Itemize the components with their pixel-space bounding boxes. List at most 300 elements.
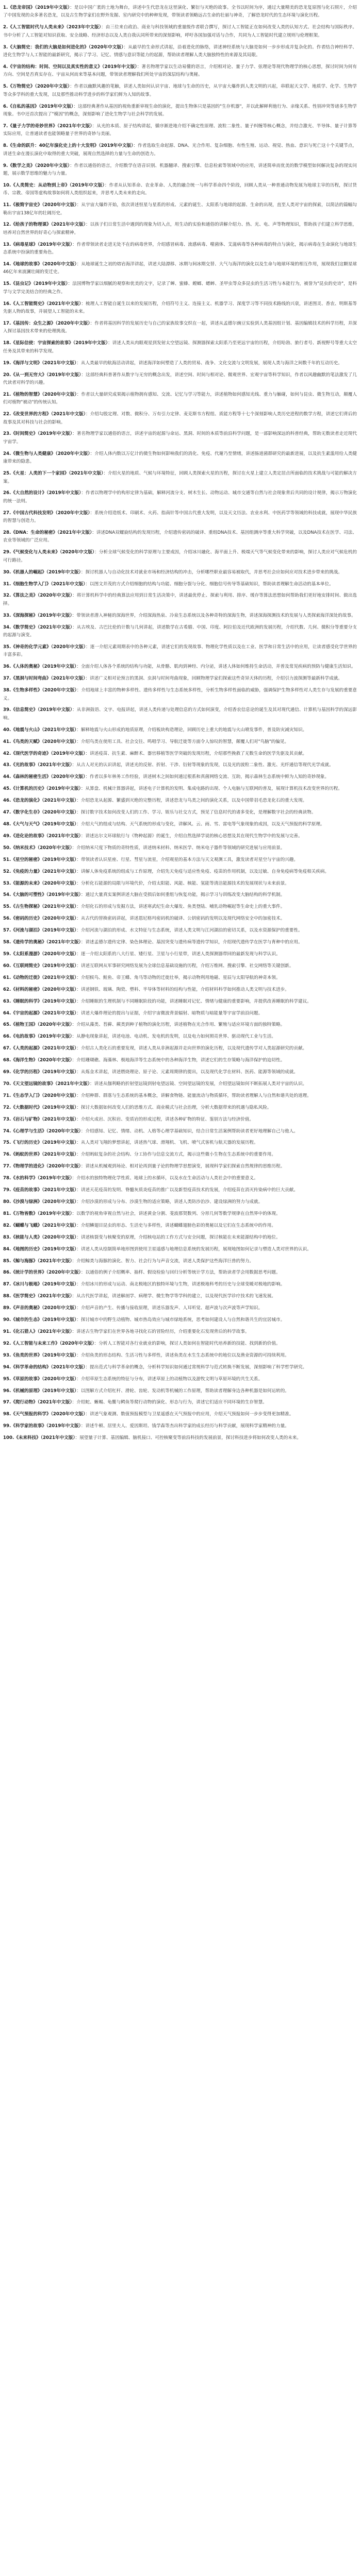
book-description: ：系统介绍造纸术、印刷术、火药、指南针等中国古代重大发明，以及天文历法、农业水利、中医药学等领域的科技成就，展现中华民族的智慧与创造力。: [3, 510, 357, 524]
book-title: 6.《自私的基因》（2019年中文版）: [3, 104, 74, 109]
book-title: 87.《冰川与极地》（2019年中文版）: [3, 1282, 77, 1287]
book-title: 71.《生态学入门》（2020年中文版）: [3, 1093, 77, 1098]
book-title: 65.《植物王国》（2020年中文版）: [3, 1022, 72, 1028]
book-description: ：介绍水的独特物理化学性质、地球上的水循环，以及水在生命活动与人类社会中的重要意义。: [72, 1176, 258, 1181]
book-title: 74.《心理学与生活》（2020年中文版）: [3, 1128, 81, 1134]
book-title: 88.《医学简史》（2021年中文版）: [3, 1294, 72, 1299]
book-title: 78.《水的科学》（2019年中文版）: [3, 1176, 72, 1181]
list-item: [3, 1422, 357, 1430]
list-item: [3, 1387, 357, 1395]
book-description: ：讲述古生物学家们在世界各地寻找化石的冒险经历，介绍重要化石发现背后的科学故事。: [72, 1329, 250, 1334]
book-title: 9.《数学之美》（2020年中文版）: [3, 163, 70, 168]
list-item: [3, 63, 357, 79]
book-description: ：介绍睡眠的生理机制与不同睡眠阶段的功能，讲述睡眠对记忆、情绪与健康的重要影响，并提供改善睡眠的科学建议。: [76, 998, 312, 1004]
list-item: [3, 1352, 357, 1360]
book-description: ：逐一介绍太阳系的八大行星、矮行星、卫星与小行星带，讲述人类探测器带回的最新发现与科学认识。: [76, 951, 281, 957]
list-item: [3, 1376, 357, 1383]
book-title: 66.《电的故事》（2019年中文版）: [3, 1034, 72, 1040]
book-description: ：讲述孟德尔遗传定律、染色体理论、基因突变与遗传病等遗传学知识，介绍现代遗传学在医学与育种中的应用。: [80, 940, 303, 945]
book-description: ：作者从认知革命、农业革命、人类的融合统一与科学革命四个阶段，回顾人类从一种普通动物发展为地球主宰的历程，探讨货币、宗教、帝国等虚构故事如何将人类组织起来，并思考人类未来的走向。: [3, 182, 357, 196]
book-title: 51.《星空的秘密》（2019年中文版）: [3, 857, 77, 862]
book-title: 21.《植物的智慧》（2020年中文版）: [3, 392, 77, 397]
book-description: ：从古人对光的认识讲起，讲述光的反射、折射、干涉、衍射等现象的发现，以及光的波粒二象性、激光、光纤通信等现代光学成就。: [72, 762, 334, 768]
list-item: [3, 1104, 357, 1112]
book-description: ：介绍地球上丰富的物种多样性、遗传多样性与生态系统多样性，分析生物多样性面临的威胁，强调保护生物多样性对人类生存与发展的重要意义。: [3, 688, 357, 701]
book-description: ：作者以幽默风趣的笔触，讲述人类如何认识宇宙、地球与生命的历史，从宇宙大爆炸到人类文明的兴起，串联起天文学、地质学、化学、生物学等众多学科的重大发现，以及那些推动科学进步的科学家们鲜为人知的故事。: [3, 84, 357, 97]
list-item: [3, 1434, 357, 1442]
book-description: ：讲述DNA双螺旋结构的发现历程，介绍遗传密码的破译、重组DNA技术、基因组测序等重大科学突破，以及DNA技术在医学、司法、农业等领域的广泛应用。: [3, 530, 357, 544]
list-item: [3, 1269, 357, 1277]
list-item: [3, 24, 357, 40]
list-item: [3, 1364, 357, 1371]
list-item: [3, 1128, 357, 1136]
list-item: [3, 44, 357, 60]
book-title: 61.《动物的迁徙》（2021年中文版）: [3, 975, 77, 980]
list-item: [3, 371, 357, 387]
book-description: ：介绍从藻类、苔藓、蕨类到种子植物的演化历程，讲述植物在光合作用、繁殖与适应环境方面的独特策略。: [72, 1022, 285, 1028]
book-title: 5.《万物简史》（2020年中文版）: [3, 84, 70, 90]
list-item: [3, 261, 357, 277]
book-title: 50.《纳米技术》（2020年中文版）: [3, 845, 72, 851]
book-description: ：提出范式与科学革命的概念，分析科学知识如何通过常规科学与范式转换不断发展，深刻影响了科学哲学研究。: [85, 1364, 307, 1370]
book-description: ：以图文并茂的方式介绍细胞的结构与功能、细胞分裂与分化、细胞信号传导等基础知识，帮助读者理解生命活动的基本单位。: [85, 581, 334, 587]
book-description: ：介绍鳞翅目昆虫的形态、生活史与多样性，讲述蝴蝶翅膀色彩的奥秘以及它们在生态系统中的作用。: [76, 1223, 276, 1228]
book-title: 54.《大脑的可塑性》（2019年中文版）: [3, 892, 81, 898]
book-title: 23.《时间简史》（2019年中文版）: [3, 431, 73, 437]
book-title: 76.《蚂蚁的世界》（2021年中文版）: [3, 1152, 77, 1158]
book-description: ：通过大量真实案例讲述大脑在受损后如何重组与恢复功能，揭示学习与训练改变大脑结构的科学机制。: [80, 892, 285, 898]
book-title: 42.《现代医学的奇迹》（2019年中文版）: [3, 751, 86, 756]
book-description: ：介绍恐龙从起源、繁盛到灭绝的完整历程，讲述恐龙与鸟类之间的演化关系，以及中国带羽毛恐龙化石的重大发现。: [76, 798, 307, 804]
list-item: [3, 624, 357, 640]
book-title: 75.《飞行的历史》（2019年中文版）: [3, 1140, 77, 1146]
list-item: [3, 300, 357, 316]
list-item: [3, 951, 357, 958]
list-item: [3, 201, 357, 217]
list-item: [3, 1021, 357, 1029]
book-description: ：介绍沙漠的形成与分布、沙漠生物的适应策略，讲述人类防沙治沙、建设绿洲的努力与成就。: [76, 1199, 263, 1205]
book-title: 33.《深海探秘》（2019年中文版）: [3, 613, 72, 618]
book-list: [3, 4, 357, 1443]
book-title: 99.《科学家的故事》（2019年中文版）: [3, 1423, 81, 1429]
list-item: [3, 1246, 357, 1253]
book-description: ：介绍纳米尺度下物质的奇特性质，讲述纳米材料、纳米医学、纳米电子器件等领域的研究进展与应用前景。: [72, 845, 285, 851]
list-item: [3, 1187, 357, 1194]
book-title: 11.《极简宇宙史》（2020年中文版）: [3, 202, 77, 208]
book-title: 85.《鲸与海豚》（2021年中文版）: [3, 1258, 72, 1264]
book-title: 36.《人体的奥秘》（2019年中文版）: [3, 664, 77, 670]
book-description: ：从宇宙大爆炸开始，依次讲述恒星与星系的形成、元素的诞生、太阳系与地球的起源、生命的出现，直至人类对宇宙的探索，以简洁的篇幅勾勒出宇宙138亿年的壮阔历史。: [3, 202, 357, 216]
book-title: 43.《光的故事》（2021年中文版）: [3, 762, 72, 768]
book-title: 27.《中国古代科技发明》（2020年中文版）: [3, 510, 90, 516]
book-title: 39.《信息简史》（2019年中文版）: [3, 707, 73, 713]
list-item: [3, 750, 357, 758]
book-title: 100.《未来科技》（2021年中文版）: [3, 1435, 75, 1441]
list-item: [3, 592, 357, 608]
book-description: ：讲述人类从肉眼观星到发射太空望远镜、探测器探索太阳系乃至更远宇宙的历程，介绍哈勃、旅行者号、新视野号等重大太空任务及其带来的科学发现。: [3, 341, 357, 354]
book-description: ：从人类最早的航海活动讲起，讲述海洋如何塑造了人类的贸易、战争、文化交流与文明发展，展现人类与海洋之间数千年的互动历史。: [76, 360, 342, 366]
book-description: ：著名物理学家以生动易懂的语言，介绍相对论、量子力学、弦理论等现代物理学的核心思想，探讨时间为何有方向、空间是否真实存在、宇宙从何而来等基本问题，带领读者理解我们所处宇宙的深层结构与奥秘。: [3, 64, 357, 78]
list-item: [3, 868, 357, 876]
book-title: 28.《DNA：生命的秘密》（2021年中文版）: [3, 530, 92, 536]
list-item: [3, 1411, 357, 1418]
book-description: ：讲解人体免疫系统的组成与工作原理，介绍先天免疫与适应性免疫、疫苗的作用机制，以及过敏、自身免疫病等免疫相关疾病。: [76, 869, 330, 874]
list-item: [3, 411, 357, 427]
book-title: 89.《声音的奥秘》（2020年中文版）: [3, 1306, 77, 1311]
book-title: 97.《爬行动物》（2021年中文版）: [3, 1400, 72, 1405]
book-title: 94.《科学革命的结构》（2021年中文版）: [3, 1364, 86, 1370]
list-item: [3, 1222, 357, 1230]
book-title: 82.《蝴蝶与飞蛾》（2021年中文版）: [3, 1223, 77, 1228]
list-item: [3, 1010, 357, 1018]
list-item: [3, 785, 357, 793]
book-description: ：作者选取生命起源、DNA、光合作用、复杂细胞、有性生殖、运动、视觉、热血、意识与死亡这十个关键节点，讲述生命在漫长演化中取得的重大突破，展现自然选择的力量与生命的创造力。: [3, 143, 357, 157]
book-description: ：著名物理学家以通俗的语言，讲述宇宙的起源与命运、黑洞、时间的本质等前沿科学问题，是一部影响深远的科普经典，帮助无数读者走近现代宇宙学。: [3, 431, 357, 445]
book-title: 2.《人工智能时代与人类未来》（2023年中文版）: [3, 25, 102, 30]
list-item: [3, 833, 357, 840]
book-description: ：讲述人类从绘制简单地形图到使用卫星遥感与地理信息系统的发展历程，展现地图如何记录与塑造人类对世界的认识。: [76, 1246, 312, 1252]
list-item: [3, 903, 357, 911]
book-title: 91.《化石猎人》（2021年中文版）: [3, 1329, 72, 1334]
book-description: ：讲述疫苗、抗生素、麻醉术、器官移植等医学突破的发现历程，介绍那些挽救了无数生命的医学先驱及其贡献。: [85, 751, 307, 756]
book-description: ：介绍珊瑚礁、海藻林、极地海洋等生态系统中的各种海洋生物，讲述它们的生存策略与海洋保护的迫切性。: [72, 1058, 285, 1063]
list-item: [3, 221, 357, 237]
book-title: 19.《海洋与文明》（2021年中文版）: [3, 360, 77, 366]
list-item: [3, 1234, 357, 1242]
book-title: 7.《量子力学的奇妙世界》（2021年中文版）: [3, 123, 92, 129]
book-title: 47.《数字化生存》（2020年中文版）: [3, 810, 77, 816]
list-item: [3, 241, 357, 257]
book-title: 18.《星际信使：宇宙探索的故事》（2019年中文版）: [3, 341, 108, 346]
list-item: [3, 998, 357, 1006]
book-title: 73.《岩石与矿物》（2021年中文版）: [3, 1116, 77, 1122]
list-item: [3, 1057, 357, 1064]
book-title: 90.《城市的生态》（2019年中文版）: [3, 1317, 77, 1323]
book-description: ：作者以通俗的语言，介绍数学在语音识别、机器翻译、搜索引擎、信息检索等领域中的应用，讲述简单而优美的数学模型如何解决复杂的现实问题，展示数学思维的魅力与力量。: [3, 163, 357, 176]
book-description: ：探讨机器人与自动化技术对就业市场和经济结构的冲击，分析哪些职业最容易被取代，并思考社会应如何应对技术进步带来的挑战。: [80, 569, 342, 575]
list-item: [3, 1045, 357, 1053]
book-description: ：介绍大气的组成与结构、天气系统的形成与变化，讲解风、云、雨、雪、雷电等气象现象的成因，以及天气预报的科学原理。: [76, 822, 325, 827]
book-description: ：介绍化石的形成与发掘方法，讲述寒武纪生命大爆发、鱼类登陆、哺乳动物崛起等生命史上的重大事件。: [76, 904, 285, 910]
book-title: 10.《人类简史：从动物到上帝》（2019年中文版）: [3, 182, 105, 188]
book-title: 25.《火星：人类的下一个家园》（2021年中文版）: [3, 471, 104, 477]
book-title: 14.《地球的故事》（2020年中文版）: [3, 262, 77, 267]
book-title: 98.《天气预报的科学》（2020年中文版）: [3, 1412, 86, 1417]
list-item: [3, 529, 357, 545]
list-item: [3, 1328, 357, 1336]
book-title: 92.《人工智能与未来工作》（2020年中文版）: [3, 1341, 94, 1346]
book-description: ：以图解方式介绍杠杆、滑轮、齿轮、发动机等机械的工作原理，帮助读者理解身边各种机器是如何运转的。: [76, 1388, 289, 1394]
book-title: 49.《进化论的故事》（2021年中文版）: [3, 833, 81, 839]
list-item: [3, 1139, 357, 1147]
book-title: 48.《大气与天气》（2019年中文版）: [3, 822, 77, 827]
book-title: 16.《人工智能简史》（2021年中文版）: [3, 301, 81, 307]
book-title: 57.《河流与湖泊》（2019年中文版）: [3, 928, 77, 934]
book-title: 12.《给孩子的物理课》（2021年中文版）: [3, 222, 86, 228]
list-item: [3, 360, 357, 367]
book-description: ：是以中国广袤的土地为舞台，讲述中生代恐龙在这里演化、繁衍与灭绝的故事。全书以时间为序，通过大量精美的恐龙复原图与化石照片，介绍了中国发现的众多著名恐龙，以及古生物学家们在野外发掘、室内研究中的种种发现，带领读者领略远古生命的壮丽与神奇，了解恐龙时代的生态环境与演化历程。: [3, 5, 357, 19]
book-description: ：讲述互联网从军事研究网络发展为全球信息基础设施的历程，介绍万维网、搜索引擎、社交网络等关键创新。: [76, 963, 294, 969]
book-title: 30.《机器人的崛起》（2019年中文版）: [3, 569, 81, 575]
list-item: [3, 391, 357, 407]
list-item: [3, 939, 357, 946]
book-title: 60.《互联网简史》（2019年中文版）: [3, 963, 77, 969]
list-item: [3, 489, 357, 505]
book-title: 13.《病毒星球》（2019年中文版）: [3, 242, 73, 247]
list-item: [3, 663, 357, 671]
book-title: 53.《能源的未来》（2020年中文版）: [3, 880, 77, 886]
book-description: ：介绍草原生态系统的特征与分布，讲述草原上的动植物以及游牧文明与草原环境的共生关系。: [76, 1376, 263, 1382]
book-title: 83.《核能与人类》（2020年中文版）: [3, 1234, 77, 1240]
list-item: [3, 880, 357, 888]
list-item: [3, 974, 357, 982]
list-item: [3, 927, 357, 935]
book-title: 59.《太阳系漫游》（2020年中文版）: [3, 951, 77, 957]
book-title: 45.《计算机的历史》（2019年中文版）: [3, 786, 81, 792]
list-item: [3, 510, 357, 526]
book-description: ：从静电现象讲起，讲述电池、电动机、发电机的发明，以及电力如何照亮世界、驱动现代工业与生活。: [72, 1034, 276, 1040]
book-title: 55.《古生物探秘》（2021年中文版）: [3, 904, 77, 910]
book-title: 62.《材料的秘密》（2020年中文版）: [3, 987, 77, 992]
book-description: ：介绍人体内数以万亿计的微生物如何影响我们的消化、免疫、代谢乃至情绪，讲述肠道菌群研究的最新进展，以及抗生素滥用给人类健康带来的隐患。: [3, 451, 357, 465]
book-description: ：以孩子们日常生活中遇到的现象为切入点，用生动的实验和通俗的讲解介绍力、热、光、电、声等物理知识，帮助孩子们建立科学思维，培养对自然世界的好奇心与探索精神。: [3, 222, 357, 235]
list-item: [3, 1069, 357, 1076]
book-description: ：展望量子计算、基因编辑、脑机接口、可控核聚变等前沿科技的发展前景，探讨科技进步将如何改变人类的未来。: [75, 1435, 301, 1441]
book-description: ：介绍鲸类与海豚的演化、智力、社会行为与声音交流，讲述人类保护这些海洋巨兽的努力。: [72, 1258, 254, 1264]
book-description: ：全面介绍人体各个系统的结构与功能，从骨骼、肌肉到神经、内分泌，讲述人体如何维持生命活动，并普及常见疾病的预防与健康生活知识。: [76, 664, 356, 670]
list-item: [3, 430, 357, 446]
list-item: [3, 1080, 357, 1088]
book-description: ：这部经典著作从基因的视角重新审视生命的演化，提出生物体只是基因的"生存机器"，并以此解释利他行为、亲缘关系、性别冲突等诸多生物学现象。书中还首次提出了"模因"的概念，深刻影响了进化生物学与社会科学的发展。: [3, 104, 357, 117]
book-description: ：从古代医学讲起，讲述解剖学、病理学、微生物学等学科的建立，以及现代医学诊疗技术的飞速发展。: [72, 1294, 276, 1299]
book-description: ：以通俗的例子介绍概率、抽样、假设检验与回归分析等统计学方法，帮助读者学会用数据思考问题。: [80, 1270, 281, 1276]
book-title: 95.《草原的故事》（2020年中文版）: [3, 1376, 77, 1382]
book-title: 64.《宇宙的起源》（2021年中文版）: [3, 1010, 77, 1016]
list-item: [3, 450, 357, 466]
book-description: ：从炼金术讲起，讲述燃烧理论、原子论、元素周期律的提出，以及现代化学在材料、医药、能源等领域的成就。: [76, 1070, 298, 1075]
book-title: 79.《疫苗的故事》（2021年中文版）: [3, 1188, 77, 1193]
list-item: [3, 1175, 357, 1182]
book-title: 70.《天文望远镜的故事》（2021年中文版）: [3, 1081, 90, 1087]
book-description: ：介绍蚂蚁复杂的社会结构、分工协作与信息交流方式，揭示这些微小生物在生态系统中的重要作用。: [76, 1152, 276, 1158]
book-title: 35.《神奇的化学元素》（2020年中文版）: [3, 645, 86, 650]
book-description: ：解释地震与火山形成的地质原理，介绍板块构造理论，回顾历史上重大的地震与火山喷发事件，普及防灾减灾知识。: [76, 727, 307, 733]
book-description: ：讲述气象观测、数值预报模型与卫星遥感在天气预报中的应用，介绍天气预报如何一步步变得更加精准。: [85, 1412, 294, 1417]
book-description: ：讲述从伽利略的折射望远镜到射电望远镜、空间望远镜的发展，介绍望远镜如何不断拓展人类对宇宙的认识。: [90, 1081, 307, 1087]
book-description: ：分析全球气候变化的科学原理与主要成因，介绍冰川融化、海平面上升、极端天气等气候变化带来的影响，探讨人类应对气候危机的可行路径。: [3, 550, 357, 563]
list-item: [3, 612, 357, 620]
book-title: 40.《地震与火山》（2021年中文版）: [3, 727, 77, 733]
list-item: [3, 549, 357, 565]
book-description: ：讲述广义相对论预言的黑洞、虫洞与时间弯曲现象，回顾物理学家们探索这些奇异天体的历程，介绍引力波探测等最新科学成就。: [85, 676, 342, 682]
list-item: [3, 962, 357, 970]
book-description: ：作者带领读者走进无处不在的病毒世界，介绍感冒病毒、流感病毒、噬菌体、艾滋病毒等各种病毒的特点与演化，揭示病毒在生命演化与地球生态系统中扮演的重要角色。: [3, 242, 357, 256]
book-description: ：从最早的生命形式讲起，沿着进化的脉络，讲述神经系统与大脑是如何一步步形成并复杂化的。作者结合神经科学、进化生物学与人工智能的最新研究，揭示了学习、记忆、情感与意识等能力的起源，帮助读者理解人类大脑独特性的来源及其局限。: [3, 44, 357, 58]
book-description: ：介绍火星的地质、气候与环境特征，回顾人类探索火星的历程，探讨在火星上建立人类定居点所面临的技术挑战与可能的解决方案。: [3, 471, 357, 484]
book-title: 80.《沙漠与绿洲》（2020年中文版）: [3, 1199, 77, 1205]
book-description: ：作者以物理学中的构形定律为基础，解释河流分支、树木生长、动物运动、城市交通等自然与社会现象背后共同的设计规律，揭示万物演化的统一法则。: [3, 490, 357, 504]
book-title: 41.《鸟类的天赋》（2020年中文版）: [3, 739, 77, 744]
list-item: [3, 1151, 357, 1159]
book-description: ：以数学的视角审视自然与社会，讲述黄金分割、斐波那契数列、分形几何等数学规律在自然界中的体现。: [72, 1211, 281, 1216]
book-title: 68.《海洋生物》（2020年中文版）: [3, 1058, 72, 1063]
book-title: 8.《生命的跃升：40亿年演化史上的十大发明》（2019年中文版）: [3, 143, 134, 149]
book-description: ：讲述天花疫苗的发明、脊髓灰质炎疫苗的推广以及新型疫苗技术的发展，介绍疫苗在消灭传染病中的巨大贡献。: [76, 1188, 298, 1193]
book-title: 96.《机械的原理》（2019年中文版）: [3, 1388, 77, 1394]
list-item: [3, 320, 357, 336]
book-description: ：法国博物学家以细腻的观察和优美的文字，记录了蝉、蜜蜂、螳螂、蟋蟀、圣甲虫等众多昆虫的生活习性与本能行为，被誉为"昆虫的史诗"，是科学与文学完美结合的经典之作。: [3, 281, 357, 295]
list-item: [3, 4, 357, 20]
book-title: 4.《宇宙的结构：时间、空间以及真实性的意义》（2019年中文版）: [3, 64, 137, 70]
list-item: [3, 1293, 357, 1300]
book-description: ：作者以多年林务工作经验，讲述树木之间如何通过根系和真菌网络交流、互助，揭示森林生态系统中鲜为人知的奇妙现象。: [85, 774, 330, 780]
book-description: ：介绍鱼类的形态结构、生活习性与多样性，讲述鱼类在水生生态系统中的地位以及渔业资源的可持续利用。: [76, 1352, 289, 1358]
book-title: 56.《密码的历史》（2020年中文版）: [3, 916, 77, 922]
book-description: ：介绍古人类化石的重要发现，讲述人类从非洲起源并走向世界的演化历程，以及现代遗传学对人类起源研究的贡献。: [76, 1046, 307, 1052]
book-description: ：介绍种群、群落与生态系统的基本概念，讲解食物链、能量流动与物质循环，帮助读者理解人与自然和谐共处的道理。: [76, 1093, 312, 1098]
book-description: ：介绍声音的产生、传播与接收原理，讲述乐器发声、人耳听觉、超声波与次声波等声学知识。: [76, 1306, 263, 1311]
book-description: ：讲述从机械观到场论、相对论再到量子论的物理学思想演变，展现科学家们探索自然规律的思维历程。: [80, 1164, 285, 1170]
list-item: [3, 844, 357, 852]
list-item: [3, 569, 357, 577]
book-title: 58.《遗传学的奥秘》（2021年中文版）: [3, 940, 81, 945]
book-title: 38.《生物多样性》（2020年中文版）: [3, 688, 77, 693]
list-item: [3, 797, 357, 805]
list-item: [3, 1316, 357, 1324]
book-description: ：介绍鸟类在使用工具、社会交往、鸣唱学习、导航迁徙等方面令人惊叹的智慧，颠覆人们对"鸟脑"的偏见。: [76, 739, 289, 744]
book-description: ：介绍勾股定理、对数、微积分、万有引力定律、麦克斯韦方程组、质能方程等十七个深刻影响人类历史进程的数学方程，讲述它们背后的故事及其对科技与社会的影响。: [3, 412, 357, 425]
list-item: [3, 761, 357, 769]
book-title: 34.《数学简史》（2021年中文版）: [3, 624, 73, 630]
book-description: ：分析化石能源的局限与环境代价，介绍太阳能、风能、核能、氢能等清洁能源技术的发展现状与未来前景。: [76, 880, 289, 886]
list-item: [3, 856, 357, 864]
book-title: 77.《物理学的进化》（2020年中文版）: [3, 1164, 81, 1170]
book-title: 32.《算法之美》（2020年中文版）: [3, 593, 73, 599]
list-item: [3, 1304, 357, 1312]
list-item: [3, 1281, 357, 1289]
list-item: [3, 1198, 357, 1206]
book-description: ：讲述核裂变与核聚变的原理，介绍核电站的工作方式与安全问题，探讨核能在未来能源结构中的地位。: [76, 1234, 281, 1240]
book-description: ：从人类对飞翔的梦想讲起，讲述热气球、滑翔机、飞机、喷气式客机与航天器的发展历程。: [76, 1140, 258, 1146]
book-description: ：讲述牛顿、居里夫人、爱因斯坦、钱学森等杰出科学家的成长经历与科学贡献，展现科学家精神的力量。: [80, 1423, 289, 1429]
list-item: [3, 162, 357, 178]
list-item: [3, 103, 357, 119]
book-title: 93.《鱼类的世界》（2019年中文版）: [3, 1352, 77, 1358]
book-description: ：作者将基因科学的发展历史与自己的家族故事交织在一起，讲述从孟德尔豌豆实验到人类基因组计划、基因编辑技术的科学历程，并深入探讨基因技术带来的伦理挑战。: [3, 321, 357, 334]
book-title: 20.《从一到无穷大》（2019年中文版）: [3, 372, 81, 378]
list-item: [3, 821, 357, 828]
book-description: ：将计算机科学中的经典算法应用到日常生活决策中，讲述最优停止、探索与利用、排序、缓存等算法思想如何帮助我们更好地安排时间、做出选择。: [3, 593, 357, 606]
list-item: [3, 675, 357, 683]
list-item: [3, 182, 357, 198]
list-item: [3, 738, 357, 746]
book-description: ：从古代的替换密码讲起，讲述恩尼格玛密码机的破译、公钥密码的发明以及现代网络安全中的加密技术。: [76, 916, 285, 922]
list-item: [3, 581, 357, 588]
book-title: 37.《黑洞与时间弯曲》（2021年中文版）: [3, 676, 86, 682]
book-description: ：从算盘、机械计算器讲起，讲述电子计算机的发明、集成电路的出现、个人电脑与互联网的普及，展现计算机技术改变世界的历程。: [80, 786, 342, 792]
book-title: 46.《恐龙的演化》（2021年中文版）: [3, 798, 77, 804]
list-item: [3, 809, 357, 817]
book-description: ：梳理人工智能自诞生以来的发展历程，介绍符号主义、连接主义、机器学习、深度学习等不同技术路线的兴衰，讲述图灵、香农、明斯基等先驱人物的故事，并展望人工智能的未来。: [3, 301, 357, 315]
book-description: ：从地球诞生之初的熔岩海洋讲起，讲述大陆漂移、冰期与间冰期交替、大气与海洋的演化以及生命与地球环境的相互作用，展现我们这颗星球46亿年来波澜壮阔的变迁史。: [3, 262, 357, 275]
book-title: 81.《万物皆数》（2019年中文版）: [3, 1211, 72, 1216]
book-description: ：由三位来自政治、商业与科技领域的重量级作者联合撰写，探讨人工智能正在如何改变人类的认知方式、社会结构与国际秩序。书中分析了人工智能对知识获取、安全战略、经济形态以及人类自我认同所带来的深刻影响，呼吁各国加强对话与合作，共同为人工智能时代建立规则与伦理框架。: [3, 25, 357, 38]
list-item: [3, 340, 357, 355]
list-item: [3, 1092, 357, 1100]
book-title: 72.《大数据时代》（2019年中文版）: [3, 1105, 77, 1110]
book-description: ：从古埃及、古巴比伦的计数与几何讲起，讲述数学在古希腊、中国、印度、阿拉伯及近代欧洲的发展历程，介绍代数、几何、微积分等重要分支的起源与演变。: [3, 624, 357, 638]
book-description: ：介绍感知、记忆、情绪、动机、人格等心理学基础知识，结合日常生活案例帮助读者更好地理解自己与他人。: [80, 1128, 298, 1134]
book-description: ：作者以大量研究成果揭示植物拥有感知、交流、记忆与学习等能力，讲述植物如何感知光线、重力与触碰，如何与昆虫、微生物互动，颠覆人们对植物"被动"的传统认知。: [3, 392, 357, 405]
list-item: [3, 1340, 357, 1348]
book-title: 44.《森林的秘密生活》（2020年中文版）: [3, 774, 86, 780]
list-item: [3, 280, 357, 296]
book-title: 22.《改变世界的方程》（2021年中文版）: [3, 412, 86, 417]
book-description: ：介绍河流与湖泊的形成、水文特征与生态系统，讲述人类文明与江河湖泊的密切关系，以及水资源保护的重要性。: [76, 928, 303, 934]
book-description: ：讲述钢铁、玻璃、陶瓷、塑料、半导体等材料的结构与性能，介绍材料科学如何推动人类文明与技术进步。: [76, 987, 289, 992]
book-description: ：探讨大数据如何改变人们的思维方式、商业模式与社会治理，分析大数据带来的机遇与隐私风险。: [76, 1105, 272, 1110]
list-item: [3, 986, 357, 994]
book-description: ：逐一介绍元素周期表中的各种元素，讲述它们的发现故事、物理化学性质以及在工业、医学和日常生活中的应用，让读者感受化学世界的丰富多彩。: [3, 645, 357, 658]
book-description: ：讲述大爆炸理论的提出与证据，介绍宇宙微波背景辐射、暗物质与暗能量等宇宙学前沿问题。: [76, 1010, 263, 1016]
book-title: 31.《细胞生物学入门》（2021年中文版）: [3, 581, 86, 587]
book-title: 63.《睡眠的科学》（2019年中文版）: [3, 998, 77, 1004]
list-item: [3, 687, 357, 703]
book-title: 29.《气候变化与人类未来》（2020年中文版）: [3, 550, 95, 555]
book-description: ：介绍火成岩、沉积岩、变质岩的形成过程，讲述各种矿物的特征、鉴别方法与经济价值。: [76, 1116, 254, 1122]
list-item: [3, 1116, 357, 1124]
book-title: 52.《免疫的力量》（2021年中文版）: [3, 869, 77, 874]
list-item: [3, 706, 357, 722]
book-title: 26.《大自然的设计》（2019年中文版）: [3, 490, 81, 496]
book-description: ：带领读者潜入神秘的深海世界，介绍深海热泉、冷泉生态系统以及各种奇特的深海生物，讲述深海探测技术的发展与人类探索海洋深处的故事。: [72, 613, 356, 618]
book-description: ：探讨数字技术如何改变人们的工作、学习、娱乐与社交方式，预见了信息时代的诸多变化，是理解数字社会的经典读物。: [76, 810, 316, 816]
list-item: [3, 726, 357, 734]
book-description: ：这部经典科普著作从数字与无穷的概念出发，讲述空间、时间与相对论、微观世界、宏观宇宙等科学知识，作者以风趣幽默的笔法激发了几代读者对科学的兴趣。: [3, 372, 357, 385]
book-description: ：带领读者认识星座、行星、彗星与流星，介绍观星的基本方法与天文观测工具，激发读者对星空与宇宙的兴趣。: [76, 857, 298, 862]
list-item: [3, 123, 357, 139]
list-item: [3, 1210, 357, 1218]
list-item: [3, 1033, 357, 1041]
book-title: 67.《人类的起源》（2021年中文版）: [3, 1046, 77, 1052]
book-description: ：从非洲鼓语、文字、电报讲起，讲述人类传递与处理信息的方式如何演变，介绍香农信息论的诞生及其对现代通信、计算机与基因科学的深远影响。: [3, 707, 357, 721]
book-description: ：从光的本质、原子结构讲起，循序渐进地介绍不确定性原理、波粒二象性、量子纠缠等核心概念，并结合激光、半导体、量子计算等实际应用，让普通读者也能领略量子世界的奇妙与美丽。: [3, 123, 357, 137]
list-item: [3, 915, 357, 923]
book-title: 1.《恐龙帝国》（2019年中文版）: [3, 5, 70, 10]
list-item: [3, 142, 357, 158]
book-description: ：分析人工智能对各行业就业的影响，探讨人类如何在智能时代培养新的技能、找到新的价值。: [94, 1341, 281, 1346]
list-item: [3, 1399, 357, 1406]
book-title: 17.《基因传：众生之源》（2020年中文版）: [3, 321, 90, 326]
book-description: ：讲述达尔文环球航行与《物种起源》的诞生，介绍自然选择学说的核心思想及其在现代生物学中的发展与完善。: [80, 833, 303, 839]
book-description: ：探讨城市中的野生动植物、城市热岛效应与城市绿地系统，思考如何建设人与自然和谐共生的宜居城市。: [76, 1317, 285, 1323]
book-title: 24.《微生物与人类健康》（2020年中文版）: [3, 451, 90, 456]
book-title: 3.《大脑简史：我们的大脑是如何进化的》（2020年中文版）: [3, 44, 124, 50]
book-description: ：介绍蛇、蜥蜴、龟鳖与鳄鱼等爬行动物的演化、形态与行为，讲述它们适应不同环境的生存智慧。: [72, 1400, 267, 1405]
list-item: [3, 1258, 357, 1265]
list-item: [3, 891, 357, 899]
book-description: ：介绍冰川的形成与运动、南北极地区的独特环境与生物，讲述极地科考的历史与全球变暖对极地的影响。: [76, 1282, 285, 1287]
list-item: [3, 773, 357, 781]
book-title: 15.《昆虫记》（2019年中文版）: [3, 281, 68, 287]
list-item: [3, 1163, 357, 1171]
list-item: [3, 470, 357, 486]
list-item: [3, 83, 357, 99]
book-description: ：介绍候鸟、鲑鱼、帝王蝶、角马等动物的迁徙壮举，揭示动物利用地磁、星辰与太阳导航的神奇本领。: [76, 975, 281, 980]
book-title: 69.《化学的历程》（2019年中文版）: [3, 1070, 77, 1075]
book-title: 86.《统计学的世界》（2020年中文版）: [3, 1270, 81, 1276]
list-item: [3, 643, 357, 659]
